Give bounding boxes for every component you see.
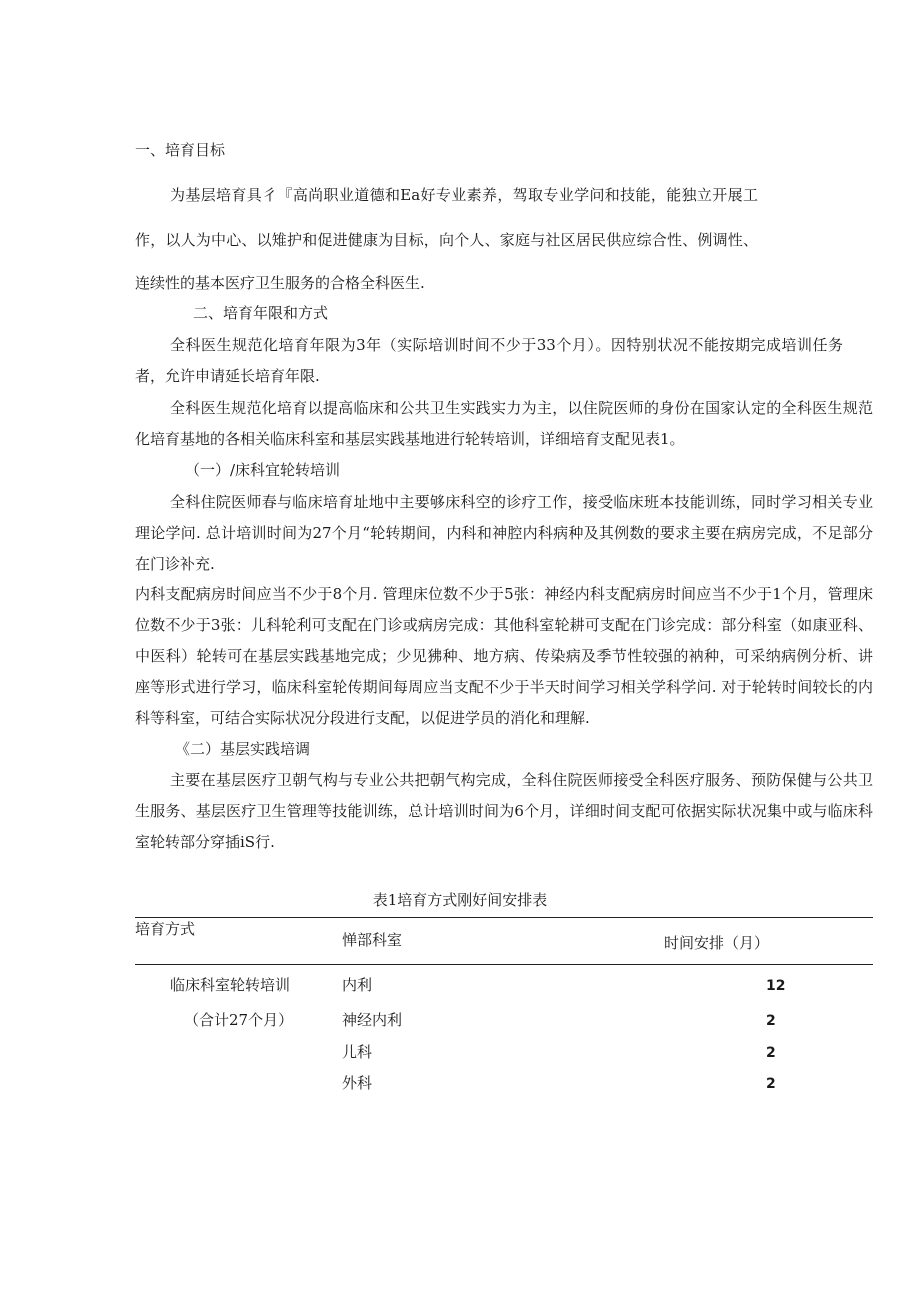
table-caption: 表1培育方式刚好间安排表 [372, 891, 548, 909]
paragraph-line: 作，以人为中心、以雉护和促进健康为目标，向个人、家庭与社区居民供应综合性、例调性、 [135, 231, 758, 249]
table-row-dept: 外科 [342, 1074, 373, 1092]
section-heading-duration-mode: 二、培育年限和方式 [193, 304, 329, 322]
paragraph-line: 座等形式进行学习，临床科室轮传期间每周应当支配不少于半天时间学习相关学科学问. 对于轮转时间较长的内 [135, 678, 873, 696]
paragraph-line: 在门诊补充. [135, 555, 215, 573]
table-header-dept: 惮部科室 [342, 931, 403, 949]
paragraph-line: 主要在基层医疗卫朝气构与专业公共把朝气构完成，全科住院医师接受全科医疗服务、预防保健与公共卫 [170, 771, 873, 789]
paragraph-line: 为基层培育具彳『高尚职业道德和Ea好专业素养，驾取专业学问和技能，能独立开展工 [170, 186, 758, 204]
paragraph-line: 者，允许申请延长培育年限. [135, 367, 320, 385]
paragraph-line: 连续性的基本医疗卫生服务的合格全科医生. [135, 274, 425, 292]
table-header-time: 时间安排（月） [664, 934, 770, 952]
table-row-dept: 神经内利 [342, 1011, 403, 1029]
table-group-sublabel: （合计27个月） [184, 1011, 294, 1029]
paragraph-line: 全科医生规范化培育年限为3年（实际培训时间不少于33个月）。因特别状况不能按期完成培训任务 [170, 336, 843, 354]
paragraph-line: 化培育基地的各相关临床科室和基层实践基地进行轮转培训，详细培育支配见表1。 [135, 430, 685, 448]
paragraph-line: 内科支配病房时间应当不少于8个月. 管理床位数不少于5张：神经内科支配病房时间应当不少于1个月，管理床 [135, 585, 873, 603]
table-top-rule [135, 917, 873, 918]
subsection-heading-primary-practice: 《二）基层实践培调 [175, 740, 311, 758]
table-row-months: 12 [766, 978, 786, 994]
table-row-dept: 内利 [342, 976, 373, 994]
paragraph-line: 生服务、基层医疗卫生管理等技能训练，总计培训时间为6个月，详细时间支配可依据实际状况集中或与临床科 [135, 802, 873, 820]
table-group-label: 临床科室轮转培训 [170, 976, 291, 994]
table-row-dept: 儿科 [342, 1043, 373, 1061]
table-row-months: 2 [766, 1013, 776, 1029]
section-heading-training-goal: 一、培育目标 [135, 141, 226, 159]
paragraph-line: 位数不少于3张：儿科轮利可支配在门诊或病房完成：其他科室轮耕可支配在门诊完成：部分科室（如康亚科、 [135, 616, 873, 634]
paragraph-line: 科等科室，可结合实际状况分段进行支配，以促进学员的消化和理解. [135, 709, 590, 727]
paragraph-line: 全科住院医师春与临床培育址地中主要够床科空的诊疗工作，接受临床班本技能训练，同时学习相关专业 [170, 493, 873, 511]
table-header-mode: 培育方式 [135, 920, 196, 938]
table-row-months: 2 [766, 1076, 776, 1092]
paragraph-line: 中医科）轮转可在基层实践基地完成；少见狒种、地方病、传染病及季节性较强的衲种，可采纳病例分析、讲 [135, 647, 873, 665]
subsection-heading-clinical-rotation: （一）/床科宜轮转培训 [185, 461, 341, 479]
table-row-months: 2 [766, 1045, 776, 1061]
paragraph-line: 全科医生规范化培育以提高临床和公共卫生实践实力为主，以住院医师的身份在国家认定的全科医生规范 [170, 399, 873, 417]
paragraph-line: 理论学问. 总计培训时间为27个月“轮转期间，内科和神腔内科病种及其例数的要求主要在病房完成，不足部分 [135, 524, 873, 542]
paragraph-line: 室轮转部分穿插iS行. [135, 833, 275, 851]
table-header-rule [135, 964, 873, 965]
